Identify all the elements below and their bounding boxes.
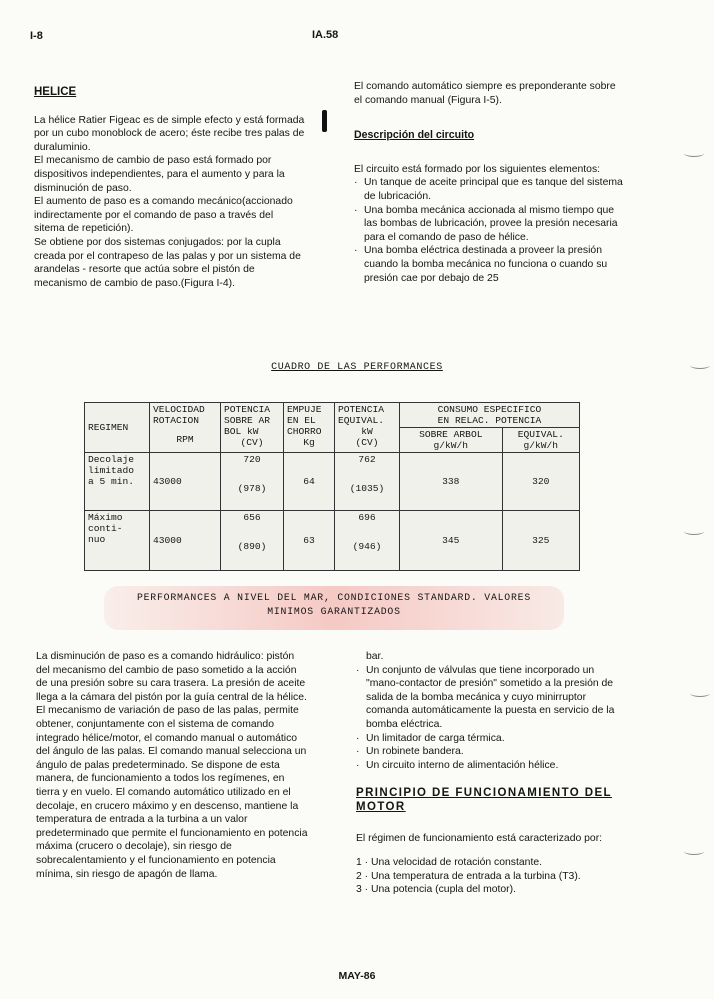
paragraph: El comando automático siempre es preponderante sobre el comando manual (Figura I-5).: [354, 81, 616, 106]
cell-rpm: 43000: [150, 453, 221, 511]
margin-tick: [684, 848, 704, 855]
paragraph: El régimen de funcionamiento está caracterizado por:: [356, 833, 603, 845]
section-title-helice: HELICE: [34, 86, 77, 98]
col-header-potencia-arbol: POTENCIA SOBRE AR BOL kW (CV): [221, 403, 284, 453]
table-note-line: MINIMOS GARANTIZADOS: [267, 606, 401, 617]
col-header-consumo: CONSUMO ESPECIFICO EN RELAC. POTENCIA: [400, 403, 580, 428]
col-header-empuje: EMPUJE EN EL CHORRO Kg: [284, 403, 335, 453]
cell-consumo-equiv: 320: [502, 453, 579, 511]
margin-tick: [690, 690, 710, 697]
page-number-left: I-8: [30, 30, 43, 42]
list-item: · Una bomba mecánica accionada al mismo tiempo que las bombas de lubricación, provee la presión necesaria para el comando de paso de hélice.: [354, 204, 618, 243]
table-row: [85, 511, 580, 571]
footer-date: MAY-86: [338, 970, 376, 982]
document-code: IA.58: [312, 29, 339, 41]
numbered-item: 2 · Una temperatura de entrada a la turbina (T3).: [356, 870, 581, 882]
paragraph: El circuito está formado por los siguientes elementos:: [354, 163, 601, 175]
left-top-column: [34, 86, 306, 290]
table-title: CUADRO DE LAS PERFORMANCES: [271, 362, 443, 373]
col-header-velocidad: VELOCIDAD ROTACION RPM: [150, 403, 221, 453]
margin-tick: [684, 150, 704, 157]
performance-table: [84, 402, 580, 571]
paragraph: La disminución de paso es a comando hidráulico: pistón del mecanismo del cambio de paso sometido a la acción de una presión sobre su cara trasera. La presión de aceite llega a la cámara del pistón por la guía central de la hélice.: [36, 651, 307, 703]
numbered-item: 1 · Una velocidad de rotación constante.: [356, 856, 542, 868]
right-bottom-column: [356, 650, 628, 897]
paragraph: Se obtiene por dos sistemas conjugados: por la cupla creada por el contrapeso de las palas y por un sistema de arandelas - resorte que actúa sobre el pistón de mecanismo de cambio de paso.(Figura I-4).: [34, 236, 301, 289]
table-header-row: [85, 403, 580, 428]
cell-rpm: 43000: [150, 511, 221, 571]
cell-potencia-arbol: 656 (890): [221, 511, 284, 571]
list-item: · Un tanque de aceite principal que es tanque del sistema de lubricación.: [354, 177, 623, 202]
list-item: · Un circuito interno de alimentación hélice.: [356, 759, 559, 771]
right-top-column: [354, 80, 624, 285]
paragraph: El mecanismo de variación de paso de las palas, permite obtener, conjuntamente con el sistema de comando integrado hélice/motor, el comando manual o automático del ángulo de las palas. El comando manual selecciona un ángulo de palas predeterminado. Se dispone de esta manera, de funcionamiento a todos los regímenes, en tierra y en vuelo. El comando automático utilizado en el decolaje, en crucero máximo y en descenso, mantiene la temperatura de entrada a la turbina a un valor predeterminado que permite el funcionamiento en potencia máxima (crucero o decolaje), sin riesgo de sobrecalentamiento y el funcionamiento en potencia mínima, sin riesgo de apagón de llama.: [36, 705, 308, 880]
cell-empuje: 63: [284, 511, 335, 571]
table-row: [85, 453, 580, 511]
list-item: · Un robinete bandera.: [356, 746, 464, 758]
numbered-item: 3 · Una potencia (cupla del motor).: [356, 884, 516, 896]
margin-tick: [684, 528, 704, 535]
cell-regimen: Máximo conti- nuo: [85, 511, 150, 571]
paragraph: El aumento de paso es a comando mecánico(accionado indirectamente por el comando de paso a través del sitema de repetición).: [34, 196, 293, 235]
cell-consumo-equiv: 325: [502, 511, 579, 571]
cell-potencia-equiv: 696 (946): [335, 511, 400, 571]
list-item: · Un conjunto de válvulas que tiene incorporado un "mano-contactor de presión" sometido a la presión de salida de la bomba mecánica y cuyo minirruptor comanda automáticamente la puesta en servicio de la bomba eléctrica.: [356, 664, 615, 730]
section-title-circuito: Descripción del circuito: [354, 129, 475, 142]
table-note-highlight: [104, 586, 564, 630]
col-header-regimen: REGIMEN: [85, 403, 150, 453]
col-header-equival: EQUIVAL. g/kW/h: [502, 428, 579, 453]
table-note-line: PERFORMANCES A NIVEL DEL MAR, CONDICIONES STANDARD. VALORES: [136, 592, 532, 603]
cell-consumo-arbol: 338: [400, 453, 503, 511]
margin-bar-mark: [322, 110, 327, 132]
left-bottom-column: [36, 650, 308, 881]
list-item: · Un limitador de carga térmica.: [356, 732, 505, 744]
section-title-principio: PRINCIPIO DE FUNCIONAMIENTO DEL MOTOR: [356, 787, 612, 814]
col-header-sobre-arbol: SOBRE ARBOL g/kW/h: [400, 428, 503, 453]
cell-empuje: 64: [284, 453, 335, 511]
cell-consumo-arbol: 345: [400, 511, 503, 571]
cell-regimen: Decolaje limitado a 5 min.: [85, 453, 150, 511]
list-item: · Una bomba eléctrica destinada a proveer la presión cuando la bomba mecánica no funciona o cuando su presión cae por debajo de 25: [354, 245, 608, 284]
paragraph: La hélice Ratier Figeac es de simple efecto y está formada por un cubo monoblock de acero; éste recibe tres palas de duraluminio.: [34, 114, 305, 153]
cell-potencia-arbol: 720 (978): [221, 453, 284, 511]
cell-potencia-equiv: 762 (1035): [335, 453, 400, 511]
col-header-potencia-equiv: POTENCIA EQUIVAL. kW (CV): [335, 403, 400, 453]
paragraph: bar.: [366, 651, 384, 662]
paragraph: El mecanismo de cambio de paso está formado por dispositivos independientes, para el aumento y para la disminución de paso.: [34, 155, 285, 194]
